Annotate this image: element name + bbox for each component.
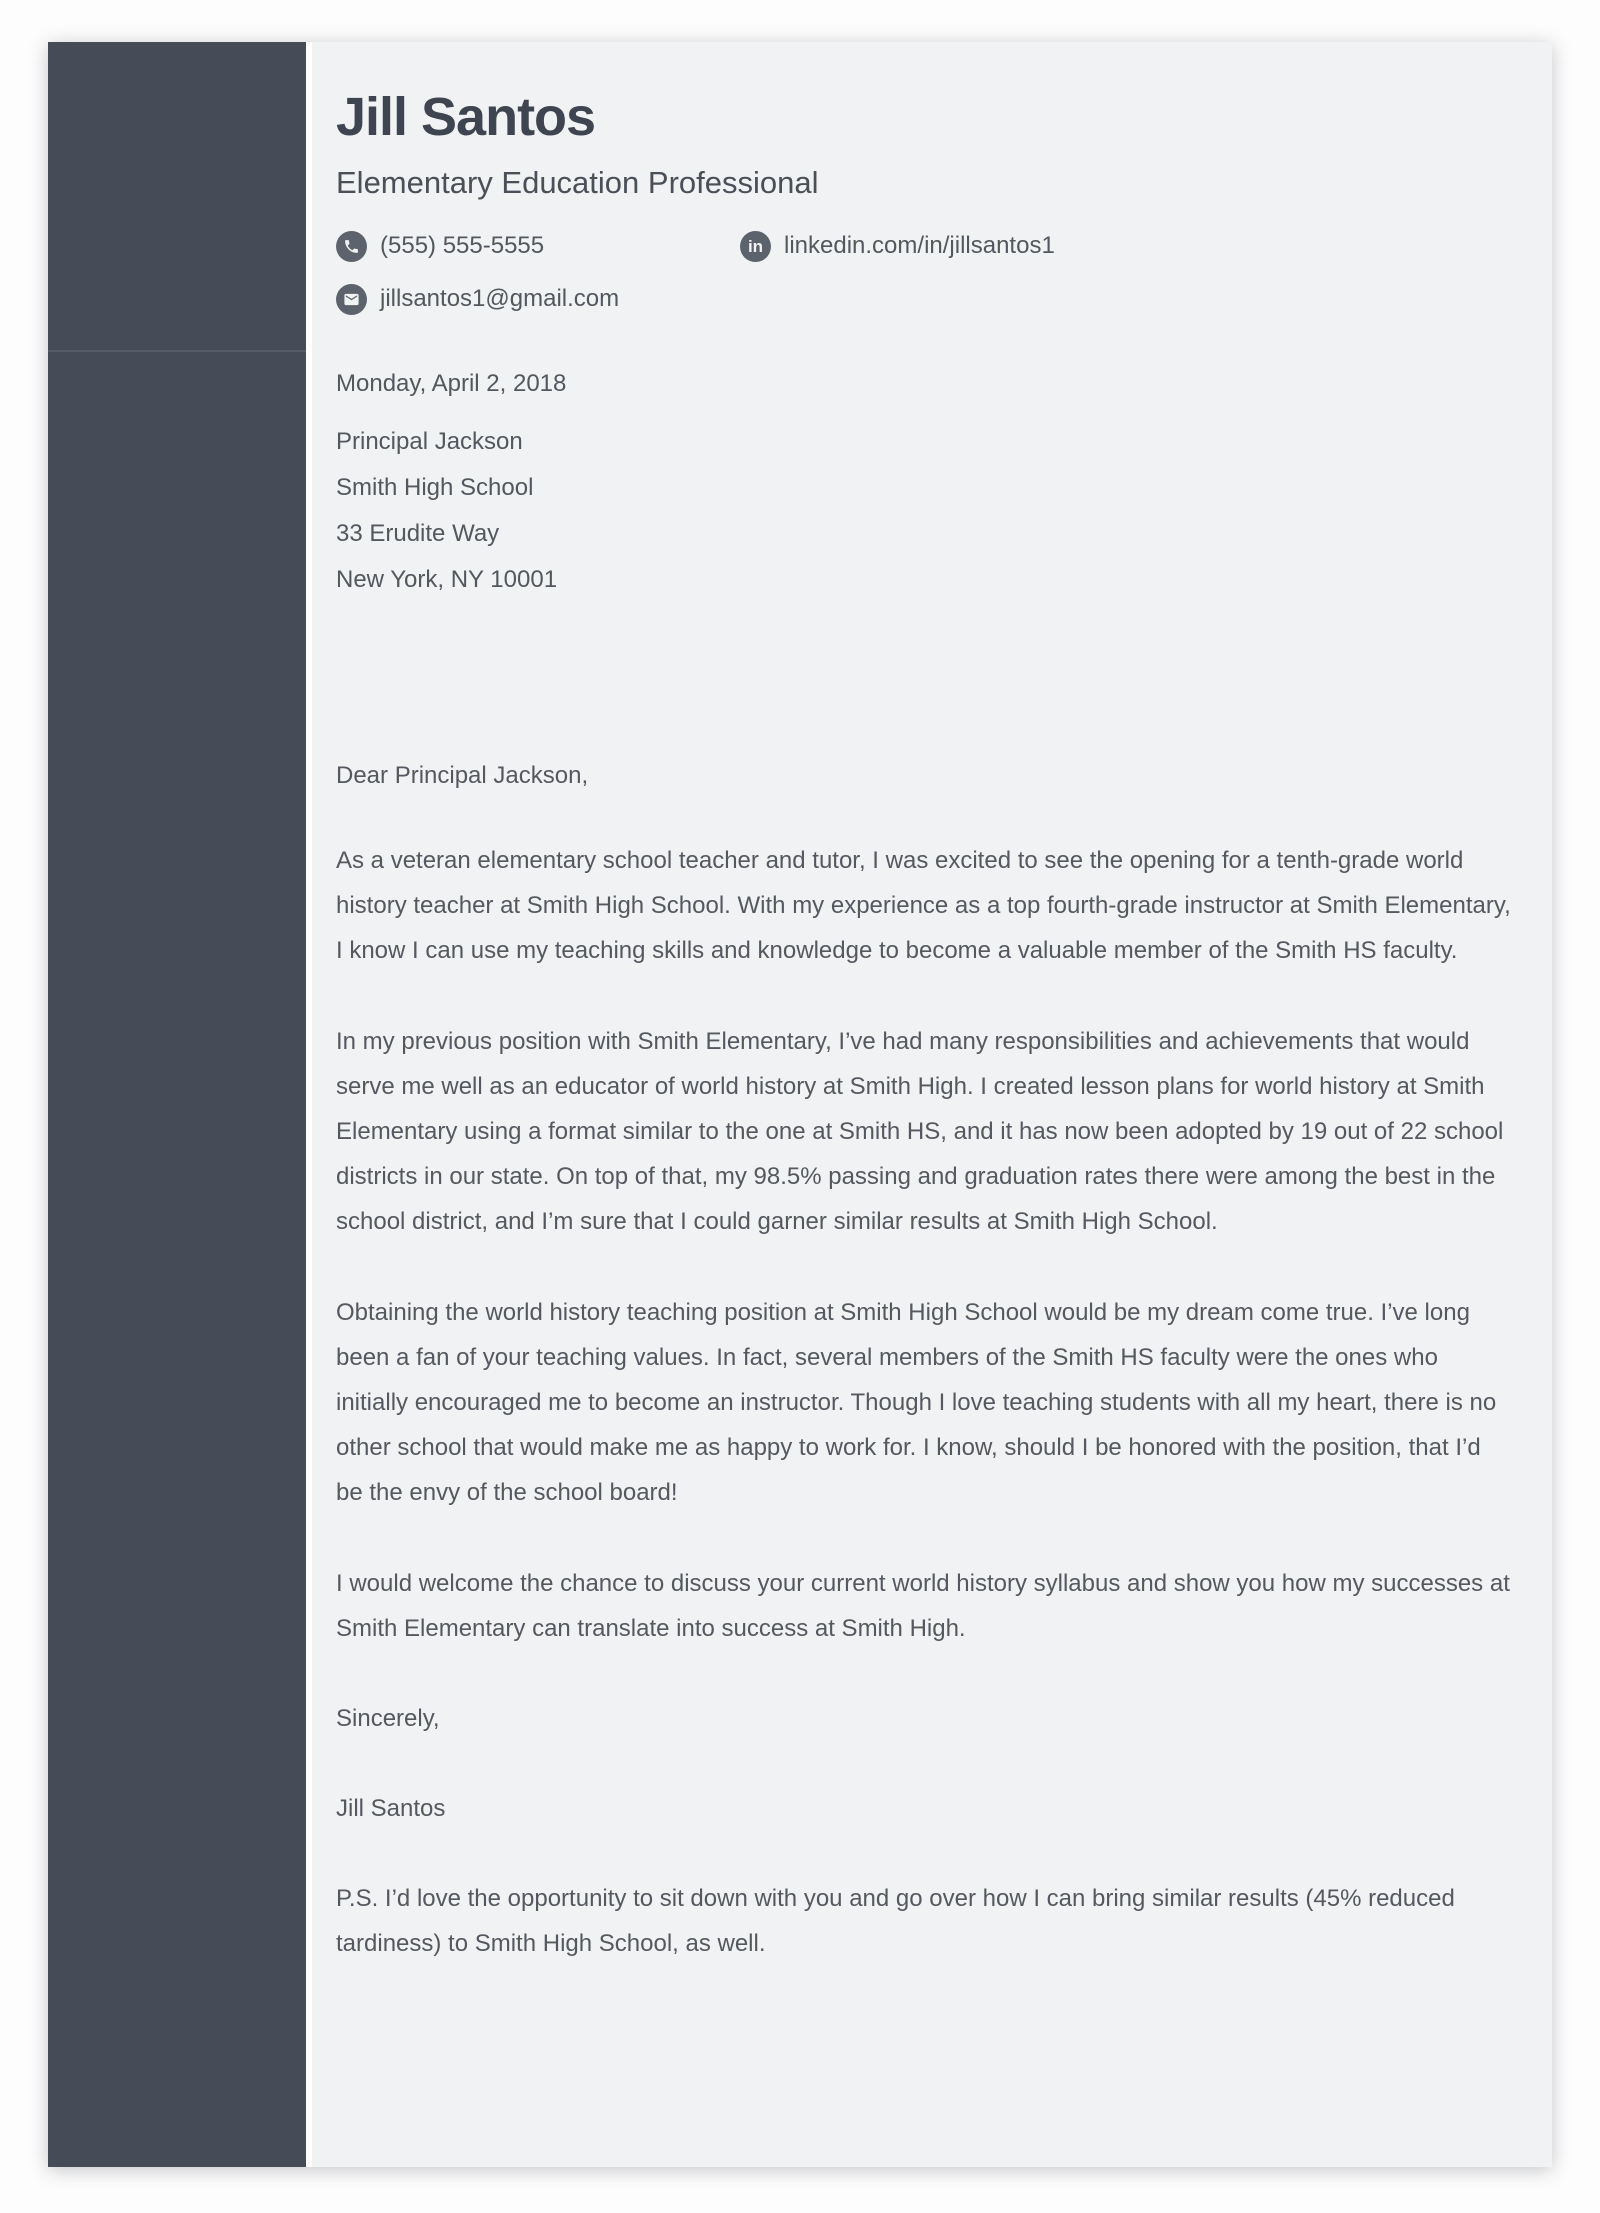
contact-phone-text: (555) 555-5555 <box>380 232 545 260</box>
letter-content <box>312 42 1552 2167</box>
sidebar-divider <box>48 350 306 352</box>
left-sidebar <box>48 42 306 2167</box>
letter-date: Monday, April 2, 2018 <box>336 369 567 397</box>
letter-paragraph-1: As a veteran elementary school teacher and tutor, I was excited to see the opening for a tenth-grade world history teacher at Smith High School. With my experience as a top fourth-grade instructor at Smith Elementary, I know I can use my teaching skills and knowledge to become a valuable member of the Smith HS faculty. <box>336 846 1511 964</box>
recipient-street: 33 Erudite Way <box>336 519 500 547</box>
recipient-name: Principal Jackson <box>336 427 523 455</box>
person-name: Jill Santos <box>336 87 596 147</box>
letter-paragraph-2: In my previous position with Smith Elementary, I’ve had many responsibilities and achievements that would serve me well as an educator of world history at Smith High. I created lesson plans for world history at Smith Elementary using a format similar to the one at Smith HS, and it has now been adopted by 19 out of 22 school districts in our state. On top of that, my 98.5% passing and graduation rates there were among the best in the school district, and I’m sure that I could garner similar results at Smith High School. <box>336 1027 1504 1235</box>
letter-closing: Sincerely, <box>336 1704 440 1732</box>
letter-paragraph-3: Obtaining the world history teaching position at Smith High School would be my dream come true. I’ve long been a fan of your teaching values. In fact, several members of the Smith HS faculty were the ones who initially encouraged me to become an instructor. Though I love teaching students with all my heart, there is no other school that would make me as happy to work for. I know, should I be honored with the position, that I’d be the envy of the school board! <box>336 1298 1497 1506</box>
letter-postscript: P.S. I’d love the opportunity to sit down with you and go over how I can bring similar results (45% reduced tardiness) to Smith High School, as well. <box>336 1884 1455 1957</box>
contact-info <box>336 231 1514 315</box>
cover-letter-document <box>48 42 1552 2167</box>
contact-linkedin-text: linkedin.com/in/jillsantos1 <box>784 232 1055 260</box>
person-title: Elementary Education Professional <box>336 165 819 201</box>
email-icon <box>336 284 367 315</box>
linkedin-icon: in <box>740 231 771 262</box>
letter-signature: Jill Santos <box>336 1794 446 1822</box>
letter-salutation: Dear Principal Jackson, <box>336 761 589 789</box>
letter-paragraph-4: I would welcome the chance to discuss your current world history syllabus and show you how my successes at Smith Elementary can translate into success at Smith High. <box>336 1569 1510 1642</box>
contact-email-text: jillsantos1@gmail.com <box>380 285 620 313</box>
contact-phone <box>336 231 740 262</box>
recipient-city: New York, NY 10001 <box>336 565 558 593</box>
recipient-organization: Smith High School <box>336 473 534 501</box>
phone-icon <box>336 231 367 262</box>
contact-email <box>336 284 740 315</box>
contact-linkedin <box>740 231 1514 262</box>
recipient-address <box>336 419 1514 603</box>
